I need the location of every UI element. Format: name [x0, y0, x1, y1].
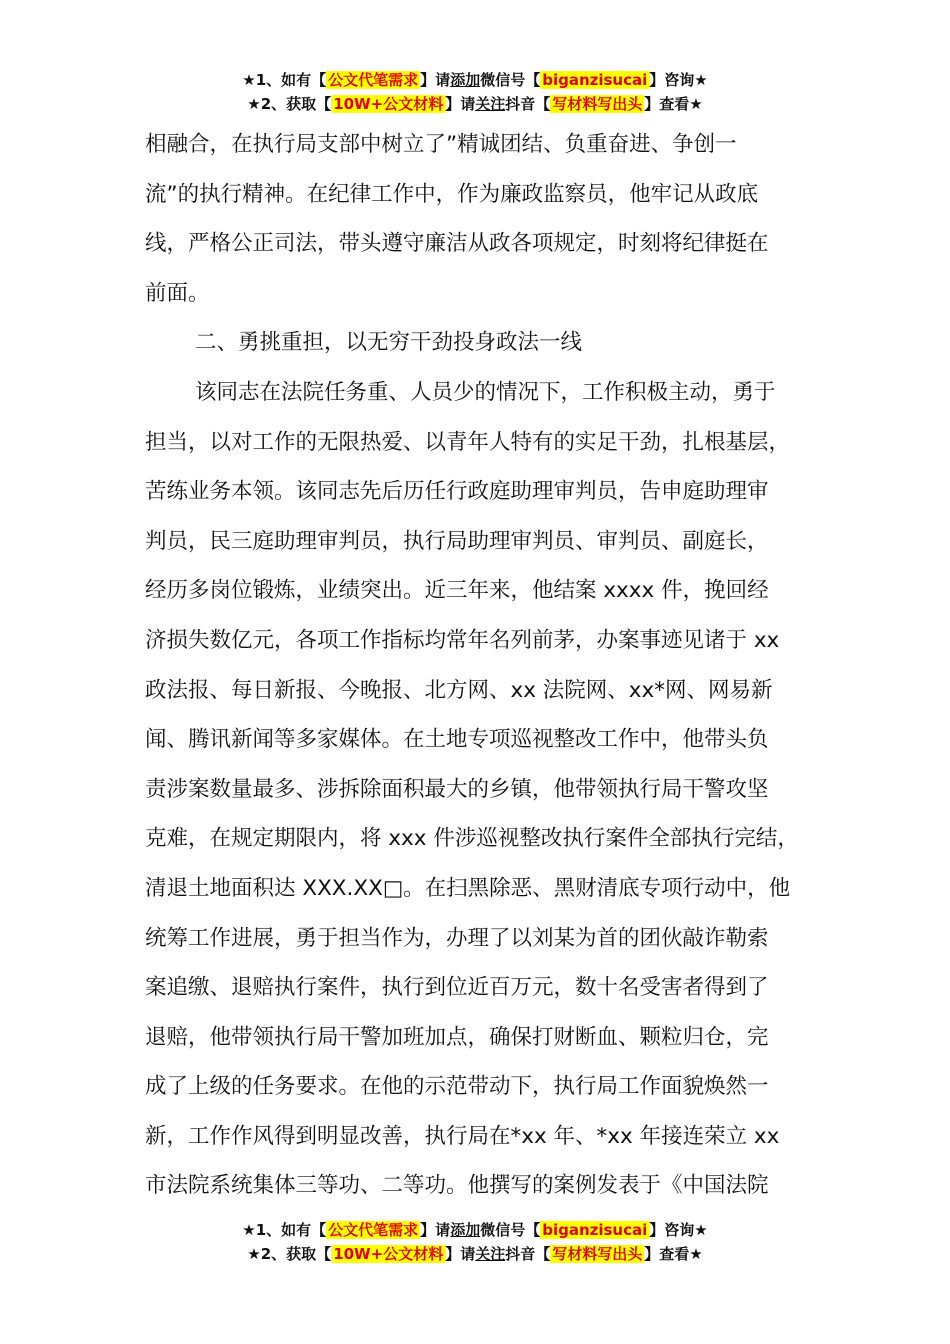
- paragraph-line: 闻、腾讯新闻等多家媒体。在土地专项巡视整改工作中，他带头负: [145, 727, 769, 753]
- paragraph-line: 苦练业务本领。该同志先后历任行政庭助理审判员，告申庭助理审: [145, 479, 769, 505]
- banner-line-1: [0, 1218, 950, 1242]
- banner-text: 】咨询★: [649, 71, 708, 89]
- highlight-text: 10W+公文材料: [333, 95, 444, 113]
- banner-text: 】请: [445, 95, 476, 113]
- paragraph-line: 统筹工作进展，勇于担当作为，办理了以刘某为首的团伙敲诈勒索: [145, 925, 769, 951]
- paragraph-line: 克难，在规定期限内，将 xxx 件涉巡视整改执行案件全部执行完结，: [145, 826, 799, 852]
- banner-text: 微信号【: [480, 1221, 541, 1239]
- banner-text: 】查看★: [644, 95, 703, 113]
- paragraph-line: 清退土地面积达 XXX.XX□。在扫黑除恶、黑财清底专项行动中，他: [145, 875, 791, 901]
- paragraph-line: 政法报、每日新报、今晚报、北方网、xx 法院网、xx*网、网易新: [145, 677, 773, 703]
- banner-line-2: [0, 92, 950, 116]
- banner-text: 】查看★: [644, 1245, 703, 1263]
- highlight-text: 公文代笔需求: [328, 1221, 419, 1239]
- douyin-account: 写材料写出头: [552, 1245, 643, 1263]
- paragraph-line: 新，工作作风得到明显改善，执行局在*xx 年、*xx 年接连荣立 xx: [145, 1123, 780, 1149]
- paragraph-line: 担当，以对工作的无限热爱、以青年人特有的实足干劲，扎根基层，: [145, 429, 791, 455]
- paragraph-line: 该同志在法院任务重、人员少的情况下，工作积极主动，勇于: [195, 379, 776, 405]
- wechat-id: biganzisucai: [542, 1221, 648, 1239]
- banner-line-1: [0, 68, 950, 92]
- banner-text: 】请: [445, 1245, 476, 1263]
- document-body: [145, 120, 830, 1211]
- highlight-text: 公文代笔需求: [328, 71, 419, 89]
- douyin-account: 写材料写出头: [552, 95, 643, 113]
- paragraph-line: 判员，民三庭助理审判员，执行局助理审判员、审判员、副庭长，: [145, 528, 769, 554]
- paragraph-line: 流”的执行精神。在纪律工作中，作为廉政监察员，他牢记从政底: [145, 181, 759, 207]
- banner-text: ★2、获取【: [247, 95, 332, 113]
- wechat-id: biganzisucai: [542, 71, 648, 89]
- highlight-text: 10W+公文材料: [333, 1245, 444, 1263]
- paragraph-line: 相融合，在执行局支部中树立了”精诚团结、负重奋进、争创一: [145, 132, 737, 157]
- banner-text: 】请: [420, 1221, 451, 1239]
- paragraph-line: 济损失数亿元，各项工作指标均常年名列前茅，办案事迹见诸于 xx: [145, 627, 780, 653]
- paragraph-line: 责涉案数量最多、涉拆除面积最大的乡镇，他带领执行局干警攻坚: [145, 776, 769, 802]
- paragraph-line: 前面。: [145, 280, 210, 306]
- underlined-text: 添加: [450, 1221, 481, 1239]
- banner-text: 】咨询★: [649, 1221, 708, 1239]
- section-heading: 二、勇挑重担，以无穷干劲投身政法一线: [195, 330, 583, 356]
- banner-text: 微信号【: [480, 71, 541, 89]
- paragraph-line: 市法院系统集体三等功、二等功。他撰写的案例发表于《中国法院: [145, 1173, 769, 1199]
- banner-text: ★1、如有【: [242, 1221, 327, 1239]
- paragraph-line: 退赔，他带领执行局干警加班加点，确保打财断血、颗粒归仓，完: [145, 1024, 769, 1050]
- footer-banner: [0, 1218, 950, 1266]
- banner-text: 抖音【: [505, 1245, 551, 1263]
- header-banner: [0, 68, 950, 116]
- underlined-text: 关注: [475, 1245, 506, 1263]
- banner-text: 】请: [420, 71, 451, 89]
- banner-text: ★1、如有【: [242, 71, 327, 89]
- paragraph-line: 经历多岗位锻炼，业绩突出。近三年来，他结案 xxxx 件，挽回经: [145, 578, 769, 604]
- paragraph-line: 案追缴、退赔执行案件，执行到位近百万元，数十名受害者得到了: [145, 975, 769, 1001]
- banner-line-2: [0, 1242, 950, 1266]
- paragraph-line: 成了上级的任务要求。在他的示范带动下，执行局工作面貌焕然一: [145, 1074, 769, 1100]
- banner-text: 抖音【: [505, 95, 551, 113]
- underlined-text: 关注: [475, 95, 506, 113]
- paragraph-line: 线，严格公正司法，带头遵守廉洁从政各项规定，时刻将纪律挺在: [145, 231, 769, 257]
- banner-text: ★2、获取【: [247, 1245, 332, 1263]
- underlined-text: 添加: [450, 71, 481, 89]
